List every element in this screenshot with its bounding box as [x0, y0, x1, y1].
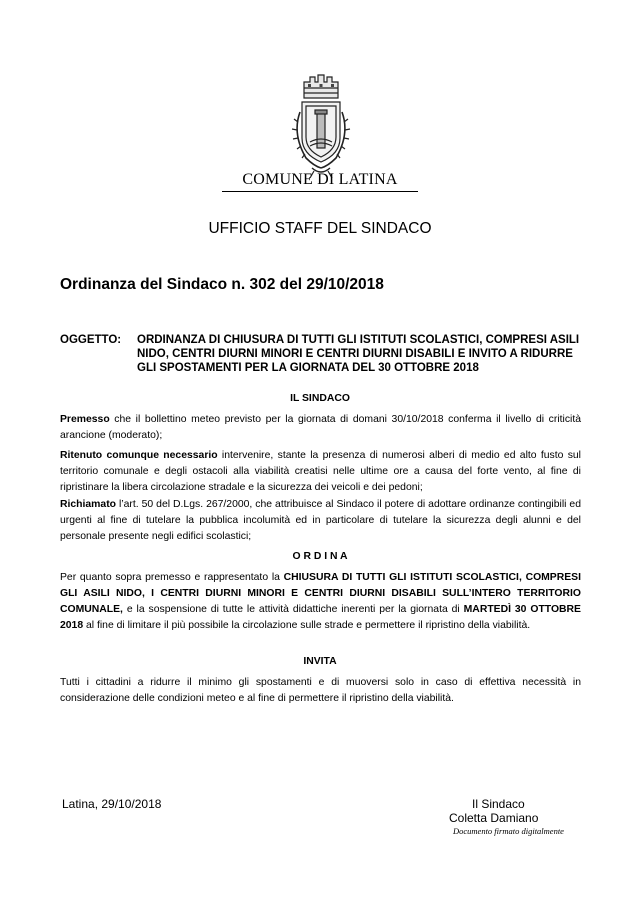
signature-name: Coletta Damiano — [449, 811, 539, 825]
il-sindaco-heading: IL SINDACO — [290, 393, 350, 404]
richiamato-paragraph — [60, 497, 581, 545]
coat-of-arms-icon — [290, 72, 352, 180]
ordina-part1: Per quanto sopra premesso e rappresentato la — [60, 572, 284, 583]
premesso-text: che il bollettino meteo previsto per la giornata di domani 30/10/2018 conferma il livello di criticità arancione (moderato); — [60, 414, 581, 441]
ordina-bold2: MARTEDÌ 30 OTTOBRE 2018 — [60, 604, 581, 631]
comune-title: COMUNE DI LATINA — [242, 171, 398, 188]
ordina-heading: O R D I N A — [292, 551, 348, 562]
ordina-paragraph — [60, 570, 581, 634]
subject-text: ORDINANZA DI CHIUSURA DI TUTTI GLI ISTITUTI SCOLASTICI, COMPRESI ASILI NIDO, CENTRI DIURNI MINORI E CENTRI DIURNI DISABILI E INVITO A RIDURRE GLI SPOSTAMENTI PER LA GIORNATA DEL 30 OTTOBRE 2018 — [137, 334, 580, 374]
richiamato-text: l’art. 50 del D.Lgs. 267/2000, che attribuisce al Sindaco il potere di adottare ordinanze contingibili ed urgenti al fine di tutelare la pubblica incolumità ed in particolare di tutelare la sicurezza degli alunni e del personale presente negli edifici scolastici; — [60, 499, 581, 542]
invita-heading: INVITA — [303, 656, 337, 667]
ritenuto-text: intervenire, stante la presenza di numerosi alberi di medio ed alto fusto sul territorio comunale e degli ostacoli alla viabilità creatisi nelle ultime ore a causa del forte vento, al fine di ripristinare la libera circolazione stradale e la sicurezza dei veicoli e dei pedoni; — [60, 450, 581, 493]
digital-signature-note: Documento firmato digitalmente — [453, 826, 564, 836]
ordina-bold1: CHIUSURA DI TUTTI GLI ISTITUTI SCOLASTICI, COMPRESI GLI ASILI NIDO, I CENTRI DIURNI MINORI E CENTRI DIURNI DISABILI SULL’INTERO TERRITORIO COMUNALE, — [60, 572, 581, 615]
premesso-paragraph — [60, 412, 581, 444]
ordinance-title: Ordinanza del Sindaco n. 302 del 29/10/2018 — [60, 276, 384, 293]
title-underline — [222, 191, 418, 192]
ritenuto-lead: Ritenuto comunque necessario — [60, 450, 218, 461]
ritenuto-paragraph — [60, 448, 581, 496]
subject-label: OGGETTO: — [60, 334, 122, 346]
office-name: UFFICIO STAFF DEL SINDACO — [208, 220, 432, 237]
ordina-part2: e la sospensione di tutte le attività didattiche inerenti per la giornata di — [122, 604, 464, 615]
premesso-lead: Premesso — [60, 414, 110, 425]
ordina-part3: al fine di limitare il più possibile la circolazione sulle strade e permettere il ripristino della viabilità. — [83, 620, 531, 631]
place-date: Latina, 29/10/2018 — [62, 797, 162, 811]
signature-title: Il Sindaco — [472, 797, 525, 811]
invita-paragraph: Tutti i cittadini a ridurre il minimo gli spostamenti e di muoversi solo in caso di effettiva necessità in considerazione delle condizioni meteo e al fine di permettere il ripristino della viabilità. — [60, 677, 581, 704]
richiamato-lead: Richiamato — [60, 499, 117, 510]
